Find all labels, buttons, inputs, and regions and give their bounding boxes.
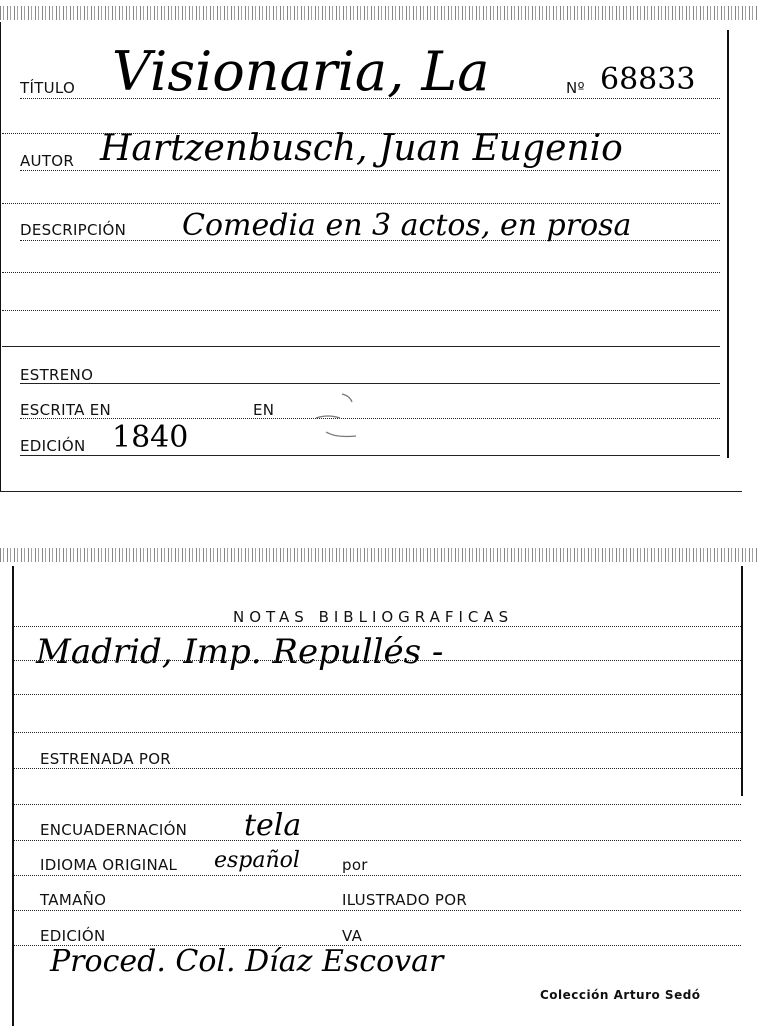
- rule-line: [14, 804, 741, 805]
- erasure-mark: [312, 388, 372, 448]
- rule-line: [14, 732, 741, 733]
- encuadernacion-value: tela: [244, 808, 302, 843]
- rule-line: [14, 626, 741, 627]
- card-top-edge: [0, 548, 759, 562]
- estreno-rule: [20, 383, 720, 384]
- encuadernacion-label: ENCUADERNACIÓN: [40, 821, 188, 839]
- rule-line: [2, 272, 720, 273]
- autor-value: Hartzenbusch, Juan Eugenio: [100, 128, 623, 169]
- descripcion-value: Comedia en 3 actos, en prosa: [182, 208, 632, 243]
- rule-line: [14, 768, 741, 769]
- estrenada-por-label: ESTRENADA POR: [40, 750, 172, 768]
- catalog-card-back: [0, 548, 759, 1028]
- collection-footer: Colección Arturo Sedó: [540, 988, 701, 1002]
- numero-label: Nº: [566, 79, 585, 97]
- numero-value: 68833: [600, 62, 696, 97]
- va-label: VA: [342, 927, 363, 945]
- autor-rule: [20, 170, 720, 171]
- edicion-rule: [20, 455, 720, 456]
- en-label: EN: [253, 401, 275, 419]
- escrita-en-label: ESCRITA EN: [20, 401, 112, 419]
- rule-line: [14, 840, 741, 841]
- ilustrado-label: ILUSTRADO POR: [342, 891, 468, 909]
- card-right-edge: [727, 30, 729, 458]
- idioma-label: IDIOMA ORIGINAL: [40, 856, 178, 874]
- rule-line: [2, 346, 720, 347]
- proced-value: Proced. Col. Díaz Escovar: [50, 944, 444, 979]
- por-label: por: [342, 856, 368, 874]
- card-right-edge: [741, 566, 743, 796]
- titulo-label: TÍTULO: [20, 79, 76, 97]
- rule-line: [14, 660, 741, 661]
- idioma-value: español: [214, 848, 300, 873]
- descripcion-label: DESCRIPCIÓN: [20, 221, 127, 239]
- rule-line: [14, 694, 741, 695]
- edicion-value: 1840: [112, 420, 189, 455]
- card-left-edge: [12, 566, 14, 1026]
- card-top-edge: [0, 6, 759, 20]
- notas-heading: NOTAS BIBLIOGRAFICAS: [233, 608, 514, 626]
- card-left-edge: [0, 22, 1, 492]
- titulo-value: Visionaria, La: [112, 40, 490, 103]
- estreno-label: ESTRENO: [20, 366, 94, 384]
- edicion-label: EDICIÓN: [20, 437, 86, 455]
- notas-value: Madrid, Imp. Repullés -: [36, 632, 444, 672]
- card-bottom-edge: [0, 491, 742, 492]
- rule-line: [2, 203, 720, 204]
- edicion-back-label: EDICIÓN: [40, 927, 106, 945]
- tamano-label: TAMAÑO: [40, 891, 107, 909]
- catalog-card-front: [0, 0, 759, 495]
- rule-line: [14, 910, 741, 911]
- rule-line: [14, 875, 741, 876]
- rule-line: [2, 310, 720, 311]
- autor-label: AUTOR: [20, 152, 75, 170]
